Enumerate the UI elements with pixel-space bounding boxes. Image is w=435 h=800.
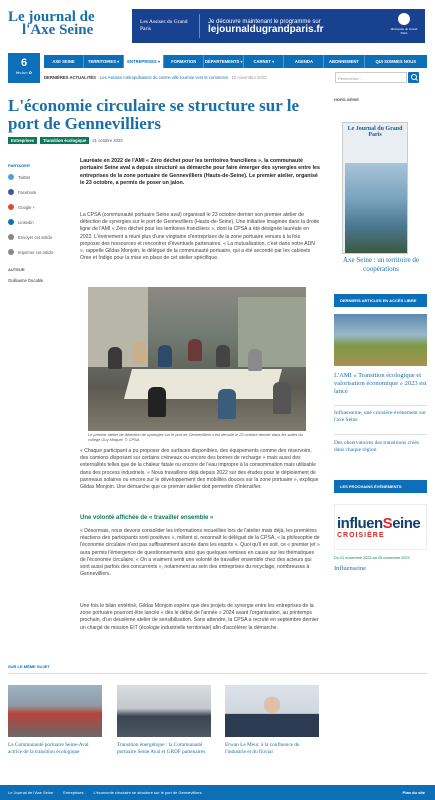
hors-serie-label: HORS-SÉRIE	[334, 97, 359, 102]
ad-banner[interactable]	[132, 9, 425, 43]
share-label: Envoyer cet article	[18, 234, 53, 240]
sitemap-link[interactable]: Plan du site	[402, 790, 425, 795]
facebook-icon	[8, 189, 14, 195]
date-box	[8, 53, 40, 83]
share-label: Linkedin	[18, 219, 34, 225]
banner-assises-logo: Les Assises du Grand Paris	[140, 14, 200, 38]
tag-entreprises[interactable]: Entreprises	[8, 137, 37, 144]
footer-breadcrumb	[0, 785, 435, 800]
site-logo[interactable]	[8, 11, 108, 37]
influenseine-logo	[337, 515, 426, 532]
main-nav	[44, 55, 427, 68]
share-sidebar	[8, 163, 63, 283]
share-label: Twitter	[18, 174, 31, 180]
ticker-link[interactable]: Les Assises métropolitaines du centre-ville tournée vers le commerce	[99, 74, 229, 80]
share-heading: PARTAGER	[8, 163, 30, 168]
related-card[interactable]	[225, 685, 319, 755]
divider	[334, 405, 427, 406]
nav-item[interactable]: ENTREPRISES ▾	[124, 55, 164, 68]
metropole-icon	[398, 13, 410, 25]
article-subtitle: Une volonté affichée de « travailler ensemble »	[80, 515, 214, 521]
author-label: AUTEUR	[8, 267, 25, 272]
banner-metropole-logo	[389, 13, 419, 39]
article-paragraph: « Chaque participant a pu proposer des surfaces disponibles, des équipements comme des réservoirs, des camions disposant sur certains créneaux ou encore des bornes de recharge » mais aussi des externalités telles que de la chaleur fatale ou encore de l'eau impropre à la consommation mais utilisable dans des process industriels. « Nous travaillons déjà depuis 2022 sur des études pour le déploiement de panneaux solaires ou encore sur le développement des mobilités douces sur la zone portuaire », explique Gildas Monjoin. Une démarche que ce premier atelier doit permettre d'intensifier.	[80, 448, 319, 491]
news-ticker	[44, 72, 331, 82]
related-card[interactable]	[117, 685, 211, 755]
photo-person	[248, 349, 262, 371]
tag-transition[interactable]: Transition écologique	[40, 137, 89, 144]
logo-part: influen	[337, 515, 383, 532]
nav-item[interactable]: AGENDA	[284, 55, 324, 68]
logo-line1: Le journal de	[8, 9, 95, 25]
banner-url: lejournaldugrandparis.fr	[208, 24, 324, 35]
magazine-cover[interactable]	[342, 122, 408, 254]
latest-article-image[interactable]	[334, 314, 427, 366]
related-image	[225, 685, 319, 737]
share-print[interactable]	[8, 249, 63, 255]
google-plus-icon	[8, 204, 14, 210]
divider	[8, 673, 427, 674]
nav-item[interactable]: TERRITOIRES ▾	[84, 55, 124, 68]
photo-caption: Le premier atelier de détection de synergies sur le port de Gennevilliers s'est déroulé le 23 octobre dernier dans les salles du collège Guy Moquet. © CPSA	[88, 432, 303, 442]
nav-item[interactable]: DÉPARTEMENTS ▾	[204, 55, 244, 68]
article-meta	[8, 136, 123, 144]
article-date: 21 octobre 2023	[92, 137, 123, 143]
date-day: 6	[20, 57, 28, 69]
share-label: Imprimer cet article	[18, 249, 54, 255]
event-title[interactable]: Influenseine	[334, 565, 367, 572]
logo-part: S	[382, 515, 393, 532]
magazine-image	[345, 163, 407, 253]
magazine-caption[interactable]: Axe Seine : un territoire de coopérations	[342, 256, 419, 273]
article-paragraph: La CPSA (communauté portuaire Seine aval) organisait le 23 octobre dernier son premier atelier de détection de synergies sur le port de Gennevilliers (Hauts-de-Seine). Une initiative imaginée dans la droite ligne de l'AMI « Zéro déchet pour les territoires franciliens », dont la CPSA a été désignée lauréate en 2022. L'événement a réuni plus d'une vingtaine d'entreprises de la zone portuaire venues à la fois proposer des ressources et rencontrer d'éventuels partenaires. « La mutualisation, c'est dans notre ADN », rappelle Gildas Monjoin, le délégué de la communauté portuaire, qui a été secondé par les cabinets Oree et Indigo pour la mise en place de cet atelier spécifique.	[80, 212, 320, 262]
photo-person	[108, 347, 122, 369]
divider	[334, 434, 427, 435]
date-month: fév.lun ✿	[16, 70, 32, 75]
event-subtitle: CROISIÈRE	[337, 532, 385, 539]
author-name[interactable]: Guillaume Ducable	[8, 278, 44, 283]
photo-person	[188, 339, 202, 361]
related-card[interactable]	[8, 685, 102, 755]
article-lead: Lauréate en 2022 de l'AMI « Zéro déchet pour les territoires franciliens », la communauté portuaire Seine aval a depuis structuré sa démarche pour faire émerger des synergies entre les entreprises de la zone portuaire de Gennevilliers (Hauts-de-Seine). Le premier atelier, organisé le 23 octobre, a permis de poser un jalon.	[80, 158, 320, 186]
latest-articles-heading: DERNIERS ARTICLES EN ACCÈS LIBRE	[334, 294, 427, 307]
share-label: Google +	[18, 204, 36, 210]
share-google[interactable]	[8, 204, 63, 210]
latest-article-link[interactable]: Influenseine, une croisière-événement sur l'axe Seine	[334, 410, 426, 423]
related-title[interactable]: La Communauté portuaire Seine-Aval actrice de la transition écologique	[8, 742, 89, 755]
linkedin-icon	[8, 219, 14, 225]
breadcrumb-category[interactable]: Entreprises	[63, 790, 84, 795]
search-input[interactable]: Rechercher...	[335, 72, 407, 83]
related-title[interactable]: Transition énergétique : la Communauté portuaire Seine Aval et GRDF partenaires	[117, 742, 206, 755]
nav-item[interactable]: FORMATION	[164, 55, 204, 68]
breadcrumb-home[interactable]: Le Journal de l'Axe Seine	[8, 790, 54, 795]
event-dates: Du 21 novembre 2023 au 25 novembre 2023	[334, 556, 410, 560]
photo-person	[216, 345, 230, 367]
event-banner[interactable]	[334, 504, 427, 550]
twitter-icon	[8, 174, 14, 180]
breadcrumb-current: L'économie circulaire se structure sur le port de Gennevilliers	[93, 790, 202, 795]
related-image	[8, 685, 102, 737]
photo-person	[273, 382, 291, 414]
share-twitter[interactable]	[8, 174, 63, 180]
mail-icon	[8, 234, 14, 240]
ticker-label: DERNIÈRES ACTUALITÉS	[44, 74, 96, 80]
photo-person	[218, 389, 236, 419]
print-icon	[8, 249, 14, 255]
related-title[interactable]: Erwan Le Meur, à la confluence de l'industrie et du fluvial	[225, 742, 300, 755]
share-linkedin[interactable]	[8, 219, 63, 225]
logo-part: eine	[392, 515, 421, 532]
banner-metropole-text: Métropole du Grand Paris	[390, 27, 418, 35]
events-heading: LES PROCHAINS ÉVÉNEMENTS	[334, 480, 427, 493]
banner-main-text	[208, 18, 324, 34]
banner-line1: Je découvre maintenant le programme sur	[208, 19, 321, 25]
related-image	[117, 685, 211, 737]
latest-article-title[interactable]: L'AMI « Transition écologique et valorisation économique » 2023 est lancé	[334, 372, 427, 395]
page-title: L'économie circulaire se structure sur le port de Gennevilliers	[8, 96, 299, 133]
photo-person	[133, 342, 147, 364]
article-photo	[88, 287, 306, 431]
nav-item[interactable]: ABONNEMENT	[324, 55, 364, 68]
ticker-date: 10 novembre 2023	[231, 74, 267, 80]
related-heading: SUR LE MÊME SUJET	[8, 664, 50, 669]
nav-item[interactable]: CARNET ▾	[244, 55, 284, 68]
search-icon[interactable]	[408, 72, 419, 83]
nav-item[interactable]: QUI SOMMES NOUS	[375, 59, 416, 64]
article-paragraph: « Désormais, nous devons consolider les informations recueillies lors de l'atelier mais déjà, les premières réactions des participants sont positives », mêlent si, reconnaît le délégué de la CPSA, « la philosophie de l'économie circulaire n'est pas suffisamment ancrée dans les esprits ». Quoi qu'il en soit, ce « premier jet » aura permis l'émergence de questionnements ainsi que quelques remises en cause sur les thématiques de l'économie circulaire. « On a vraiment senti une volonté de travailler ensemble chez des acteurs qui sont aussi parfois des concurrents », notamment au sein des entreprises du recyclage, nombreuses à Gennevilliers.	[80, 528, 320, 578]
magazine-title: Le Journal du Grand Paris	[347, 126, 403, 138]
latest-article-link[interactable]: Des observatoires des transitions créés dans chaque région	[334, 440, 419, 453]
share-facebook[interactable]	[8, 189, 63, 195]
photo-person	[158, 345, 172, 367]
share-email[interactable]	[8, 234, 63, 240]
share-label: Facebook	[18, 189, 37, 195]
logo-line2: l'Axe Seine	[22, 22, 94, 38]
article-paragraph: Une fois le bilan entériné, Gildas Monjoin espère que des projets de synergie entre les entreprises de la zone portuaire pourront être lancés « dès le début de l'année » 2024 avant l'organisation, au printemps prochain, d'un deuxième atelier de sensibilisation. Sans attendre, la CPSA a recruté en septembre dernier un chargé de mission EIT (écologie industrielle territoriale) afin d'accélérer la démarche.	[80, 603, 319, 631]
nav-item[interactable]: AXE SEINE	[44, 55, 84, 68]
photo-person	[148, 387, 166, 417]
